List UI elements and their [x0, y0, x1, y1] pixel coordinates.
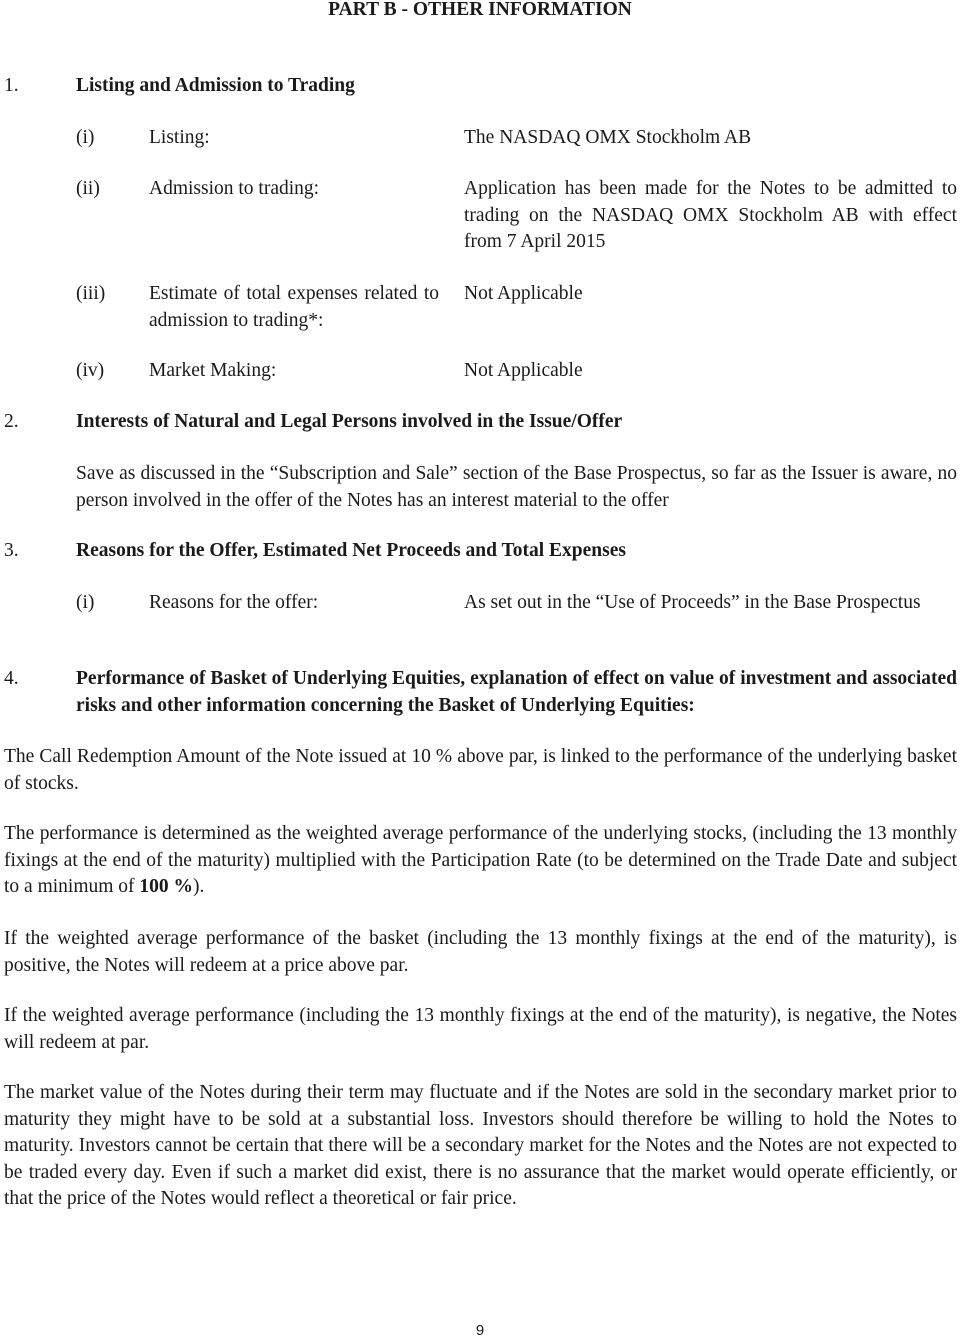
minimum-participation-rate: 100 %	[139, 876, 194, 897]
section-2-heading: Interests of Natural and Legal Persons involved in the Issue/Offer	[76, 411, 623, 432]
item-3-i-value: As set out in the “Use of Proceeds” in the Base Prospectus	[464, 592, 921, 613]
section-2-body: Save as discussed in the “Subscription and Sale” section of the Base Prospectus, so far as the Issuer is aware, no person involved in the offer of the Notes has an interest material to the offer	[76, 463, 957, 511]
page-number: 9	[475, 1322, 485, 1339]
item-1-iv-label: Market Making:	[149, 360, 277, 381]
paragraph-positive-performance: If the weighted average performance of the basket (including the 13 monthly fixings at the end of the maturity), is positive, the Notes will redeem at a price above par.	[4, 928, 957, 976]
section-3-number: 3.	[4, 540, 19, 561]
item-1-i-label: Listing:	[149, 127, 210, 148]
paragraph-market-value: The market value of the Notes during their term may fluctuate and if the Notes are sold in the secondary market prior to maturity they might have to be sold at a substantial loss. Investors should therefore be willing to hold the Notes to maturity. Investors cannot be certain that there will be a secondary market for the Notes and the Notes are not expected to be traded every day. Even if such a market did exist, there is no assurance that the market would operate efficiently, or that the price of the Notes would reflect a theoretical or fair price.	[4, 1082, 957, 1209]
item-1-iv-roman: (iv)	[76, 360, 105, 381]
page-title: PART B - OTHER INFORMATION	[328, 0, 632, 20]
section-1-number: 1.	[4, 75, 19, 96]
section-1-heading: Listing and Admission to Trading	[76, 75, 355, 96]
paragraph-negative-performance: If the weighted average performance (including the 13 monthly fixings at the end of the maturity), is negative, the Notes will redeem at par.	[4, 1005, 957, 1053]
item-1-ii-value: Application has been made for the Notes to be admitted to trading on the NASDAQ OMX Stockholm AB with effect from 7 April 2015	[464, 178, 957, 252]
item-1-ii-roman: (ii)	[76, 178, 100, 199]
item-1-iv-value: Not Applicable	[464, 360, 583, 381]
item-1-iii-label: Estimate of total expenses related to admission to trading*:	[149, 283, 439, 331]
item-3-i-roman: (i)	[76, 592, 95, 613]
section-3-heading: Reasons for the Offer, Estimated Net Proceeds and Total Expenses	[76, 540, 626, 561]
paragraph-performance-text: The performance is determined as the weighted average performance of the underlying stocks, (including the 13 monthly fixings at the end of the maturity) multiplied with the Participation Rate (to be determined on the Trade Date and subject to a minimum of	[4, 823, 957, 897]
item-1-iii-value: Not Applicable	[464, 283, 583, 304]
section-4-heading: Performance of Basket of Underlying Equities, explanation of effect on value of investment and associated risks and other information concerning the Basket of Underlying Equities:	[76, 668, 957, 716]
item-1-ii-label: Admission to trading:	[149, 178, 320, 199]
item-1-i-roman: (i)	[76, 127, 95, 148]
item-3-i-label: Reasons for the offer:	[149, 592, 319, 613]
section-2-number: 2.	[4, 411, 19, 432]
paragraph-call-redemption: The Call Redemption Amount of the Note issued at 10 % above par, is linked to the performance of the underlying basket of stocks.	[4, 746, 957, 794]
paragraph-performance-end: ).	[193, 876, 205, 897]
section-4-number: 4.	[4, 668, 19, 689]
item-1-i-value: The NASDAQ OMX Stockholm AB	[464, 127, 752, 148]
item-1-iii-roman: (iii)	[76, 283, 106, 304]
paragraph-performance	[4, 821, 957, 901]
